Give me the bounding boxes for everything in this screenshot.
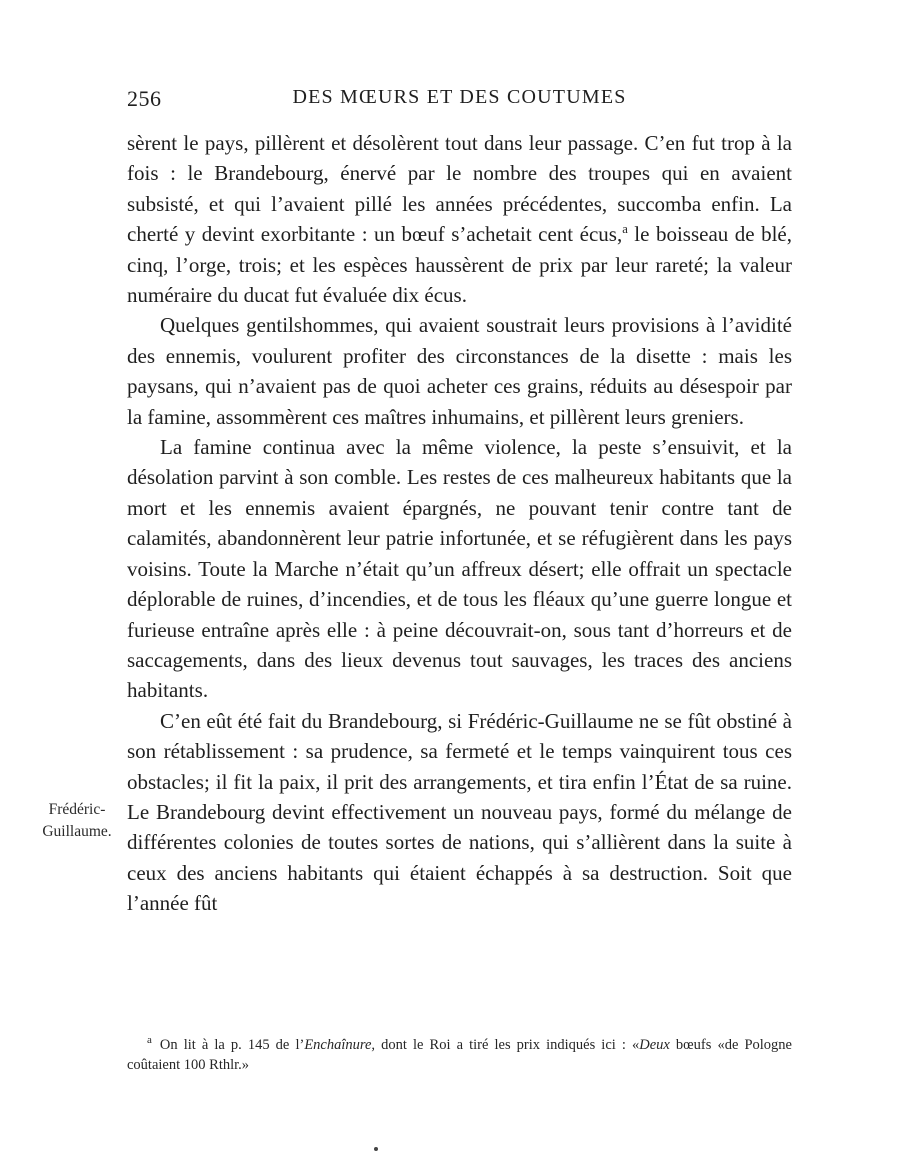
footnote-italic-title: Enchaînure, (304, 1036, 376, 1053)
marginal-note-line-1: Frédéric- (48, 801, 106, 818)
footnote-mark: a (147, 1034, 152, 1046)
footnote-text-a: On lit à la p. 145 de l’ (159, 1036, 305, 1053)
paragraph-1-text-b: le boisseau de blé, cinq, l’orge, trois; et les espèces haussèrent de prix par leur rareté; la valeur numéraire du ducat fut évaluée dix écus. (127, 222, 792, 308)
paragraph-2: Quelques gentilshommes, qui avaient soustrait leurs provisions à l’avidité des ennemis, voulurent profiter des circonstances de la disette : mais les paysans, qui n’avaient pas de quoi acheter ces grains, réduits au désespoir par la famine, assommèrent ces maîtres inhumains, et pillèrent leurs greniers. (127, 313, 792, 429)
main-text (127, 128, 792, 919)
running-title: DES MŒURS ET DES COUTUMES (292, 86, 627, 108)
footnote-text-b: dont le Roi a tiré les prix indiqués ici : « (375, 1036, 640, 1053)
footnote-text-c: bœufs «de Pologne coûtaient 100 Rthlr.» (127, 1036, 792, 1073)
paragraph-1-text-a: sèrent le pays, pillèrent et désolèrent tout dans leur passage. C’en fut trop à la fois : le Brandebourg, énervé par le nombre des troupes qui en avaient subsisté, et qui l’avaient pillé les années précédentes, succomba enfin. La cherté y devint exorbitante : un bœuf s’achetait cent écus, (127, 131, 792, 247)
footnote-paragraph (127, 1030, 792, 1075)
paragraph-1 (127, 128, 792, 310)
footnote (127, 1030, 792, 1075)
page-dot-mark (374, 1147, 378, 1151)
footnote-italic-quote: Deux (639, 1036, 670, 1053)
marginal-note (36, 799, 118, 843)
paragraph-4: C’en eût été fait du Brandebourg, si Frédéric-Guillaume ne se fût obstiné à son rétablissement : sa prudence, sa fermeté et le temps vainquirent tous ces obstacles; il fit la paix, il prit des arrangements, et tira enfin l’État de sa ruine. Le Brandebourg devint effectivement un nouveau pays, formé du mélange de différentes colonies de toutes sortes de nations, qui s’allièrent dans la suite à ceux des anciens habitants qui étaient échappés à sa destruction. Soit que l’année fût (127, 708, 792, 916)
page-header (127, 86, 792, 116)
page-number: 256 (127, 86, 162, 111)
marginal-note-line-2: Guillaume. (42, 823, 112, 840)
footnote-reference: a (622, 222, 628, 237)
paragraph-3: La famine continua avec la même violence, la peste s’ensuivit, et la désolation parvint à son comble. Les restes de ces malheureux habitants que la mort et les ennemis avaient épargnés, ne pouvant tenir contre tant de calamités, abandonnèrent leur patrie infortunée, et se réfugièrent dans les pays voisins. Toute la Marche n’était qu’un affreux désert; elle offrait un spectacle déplorable de ruines, d’incendies, et de tous les fléaux qu’une guerre longue et furieuse entraîne après elle : à peine découvrait-on, sous tant d’horreurs et de saccagements, dans des lieux devenus tout sauvages, les traces des anciens habitants. (127, 435, 792, 703)
